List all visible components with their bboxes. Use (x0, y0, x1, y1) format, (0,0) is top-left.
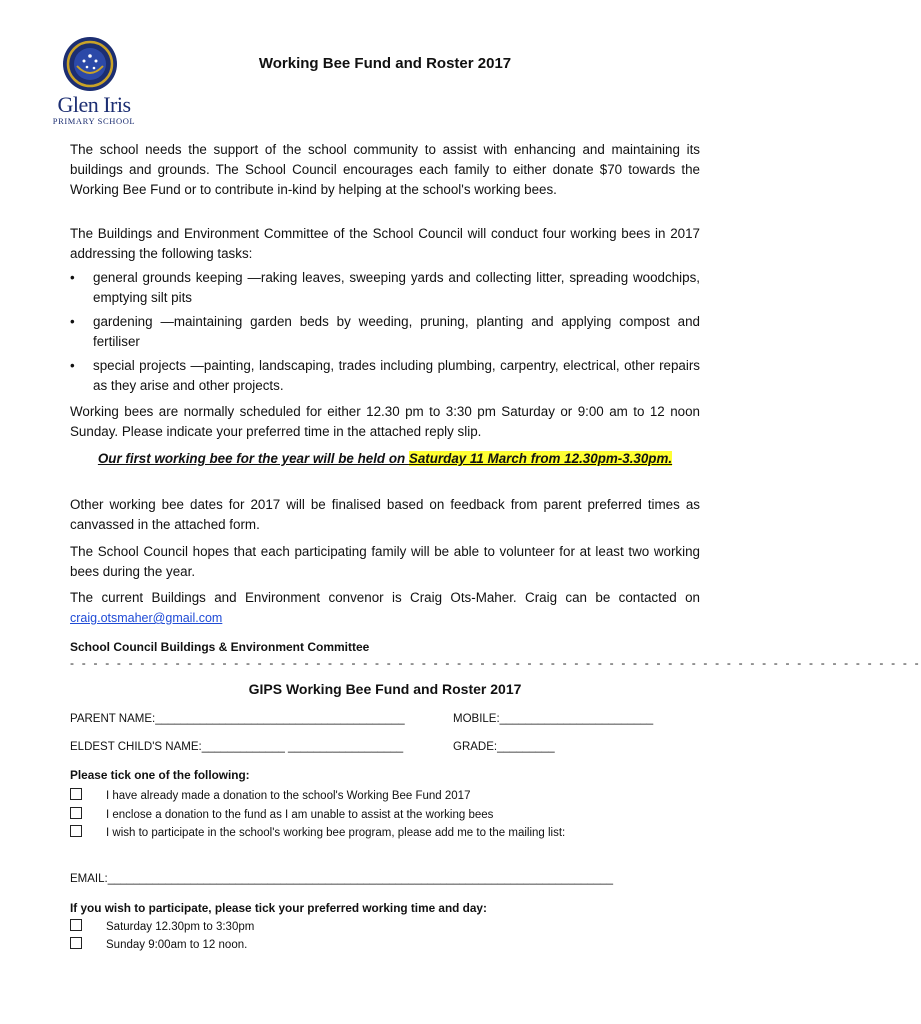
intro-paragraph: The school needs the support of the school community to assist with enhancing and maintaining its buildings and grounds. The School Council encourages each family to either donate $70 towards the Working Bee Fund or to contribute in-kind by helping at the school's working bees. (70, 142, 700, 197)
document-title: Working Bee Fund and Roster 2017 (258, 55, 512, 72)
option-row (70, 788, 470, 802)
option-row (70, 825, 565, 839)
option-row (70, 937, 247, 951)
cut-line: - - - - - - - - - - - - - - - - - - - - - - - - - - - - - - - - - - - - - - - - - - - - - - - - - - - - - - - - - - - - - - - - - - - - - - - - - (70, 656, 921, 670)
task-list (70, 268, 700, 400)
bullet-icon: • (70, 270, 75, 285)
participate-checkbox[interactable] (70, 825, 82, 837)
committee-signature: School Council Buildings & Environment Committee (70, 640, 370, 654)
convenor-email-link[interactable]: craig.otsmaher@gmail.com (70, 611, 223, 625)
logo-school-name: Glen Iris (57, 92, 131, 117)
option-label: I have already made a donation to the school's Working Bee Fund 2017 (106, 790, 471, 802)
school-logo (40, 36, 140, 132)
bullet-icon: • (70, 358, 75, 373)
convenor-paragraph (70, 588, 700, 628)
hope-paragraph: The School Council hopes that each participating family will be able to volunteer for at least two working bees during the year. (70, 544, 700, 579)
convenor-text: The current Buildings and Environment convenor is Craig Ots-Maher. Craig can be contacted on (70, 590, 700, 605)
other-dates-paragraph: Other working bee dates for 2017 will be finalised based on feedback from parent preferred times as canvassed in the attached form. (70, 497, 700, 532)
email-field[interactable]: EMAIL:_______________________________________________________________________________ (70, 873, 613, 885)
schedule-paragraph: Working bees are normally scheduled for either 12.30 pm to 3:30 pm Saturday or 9:00 am to 12 noon Sunday. Please indicate your preferred time in the attached reply slip. (70, 404, 700, 439)
enclose-donation-checkbox[interactable] (70, 807, 82, 819)
form-title: GIPS Working Bee Fund and Roster 2017 (248, 681, 522, 697)
list-item (70, 312, 700, 352)
mobile-field[interactable]: MOBILE:________________________ (453, 713, 654, 725)
bullet-icon: • (70, 314, 75, 329)
list-item (70, 356, 700, 396)
time-heading: If you wish to participate, please tick your preferred working time and day: (70, 901, 487, 915)
saturday-checkbox[interactable] (70, 919, 82, 931)
option-row (70, 919, 254, 933)
option-label: I wish to participate in the school's working bee program, please add me to the mailing list: (106, 827, 566, 839)
option-label: Sunday 9:00am to 12 noon. (106, 939, 248, 951)
sunday-checkbox[interactable] (70, 937, 82, 949)
grade-field[interactable]: GRADE:_________ (453, 741, 555, 753)
task-text: general grounds keeping —raking leaves, sweeping yards and collecting litter, spreading woodchips, emptying silt pits (93, 270, 700, 305)
option-label: I enclose a donation to the fund as I am unable to assist at the working bees (106, 809, 494, 821)
option-row (70, 807, 493, 821)
eldest-child-field[interactable]: ELDEST CHILD'S NAME:_____________ __________________ (70, 741, 404, 753)
first-bee-announcement (70, 449, 700, 469)
logo-school-subtitle: PRIMARY SCHOOL (52, 116, 136, 126)
parent-name-field[interactable]: PARENT NAME:_______________________________________ (70, 713, 405, 725)
first-bee-lead: Our first working bee for the year will be held on (97, 451, 409, 466)
tick-heading: Please tick one of the following: (70, 768, 250, 782)
list-item (70, 268, 700, 308)
donated-checkbox[interactable] (70, 788, 82, 800)
task-text: gardening —maintaining garden beds by weeding, pruning, planting and applying compost and fertiliser (93, 314, 700, 349)
task-text: special projects —painting, landscaping, trades including plumbing, carpentry, electrical, other repairs as they arise and other projects. (93, 358, 700, 393)
first-bee-date: Saturday 11 March from 12.30pm-3.30pm. (408, 451, 673, 466)
committee-paragraph: The Buildings and Environment Committee of the School Council will conduct four working bees in 2017 addressing the following tasks: (70, 226, 700, 261)
option-label: Saturday 12.30pm to 3:30pm (106, 921, 255, 933)
